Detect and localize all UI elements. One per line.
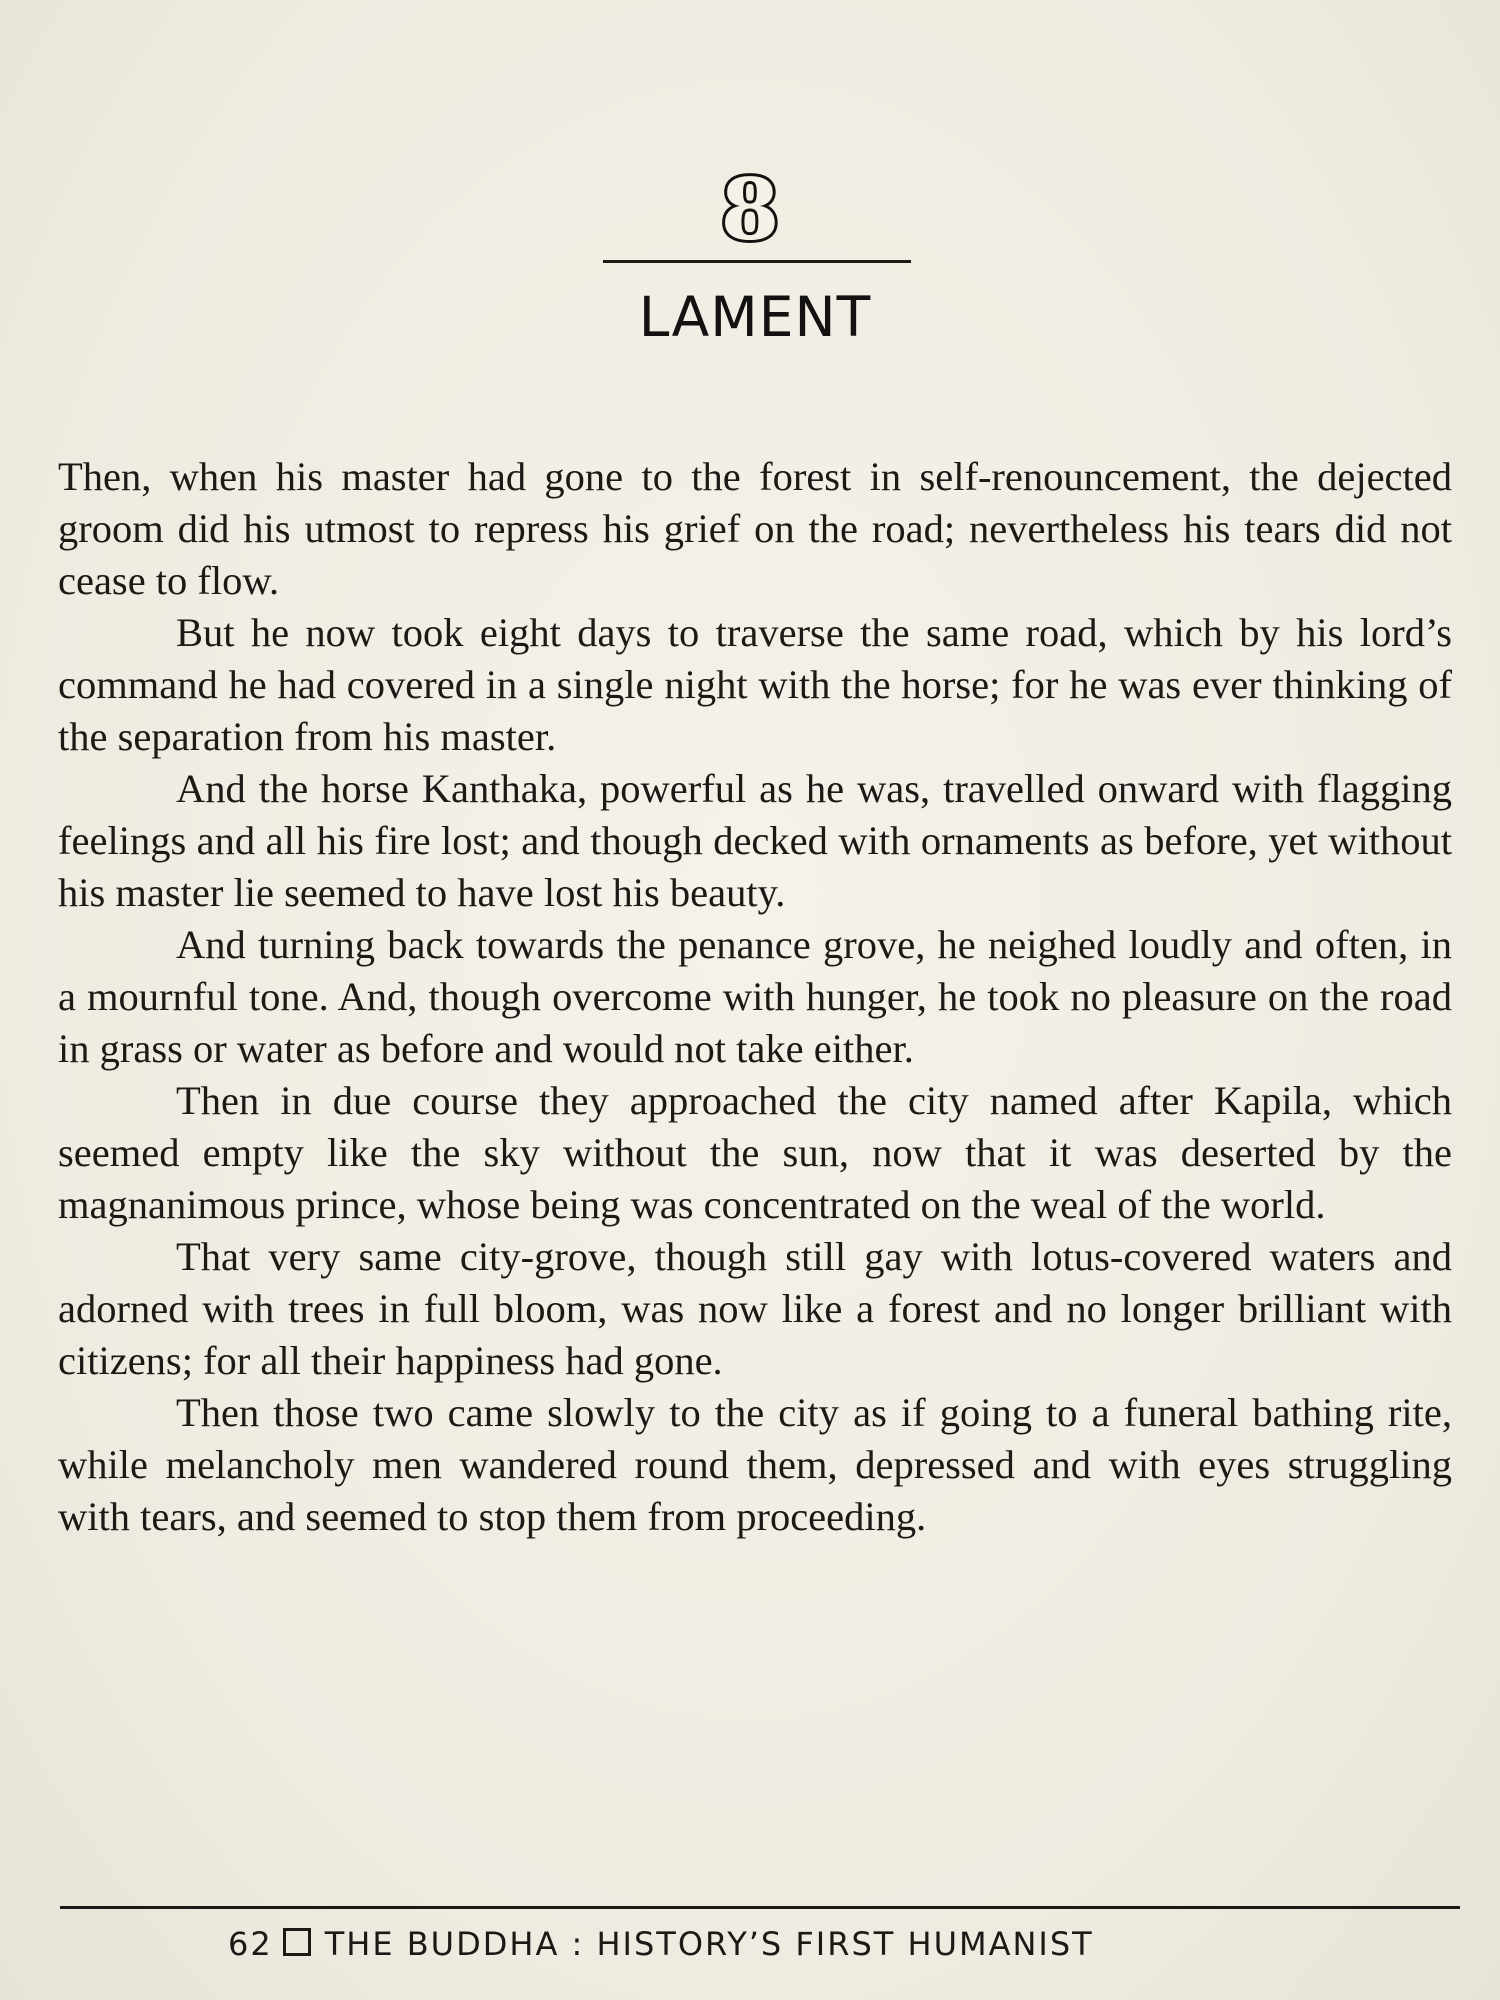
page-number: 62: [228, 1925, 273, 1963]
chapter-number: 8: [720, 160, 780, 259]
paragraph: That very same city-grove, though still gay with lotus-covered waters and adorned with trees in full bloom, was now like a forest and no longer brilliant with citizens; for all their happiness had gone.: [58, 1234, 1452, 1383]
book-title: THE BUDDHA : HISTORY’S FIRST HUMANIST: [324, 1925, 1094, 1963]
footer-divider: [60, 1906, 1460, 1909]
square-bullet-icon: [283, 1928, 311, 1956]
body-text: [58, 451, 1452, 1543]
chapter-title: LAMENT: [638, 285, 872, 349]
paragraph: And turning back towards the penance grove, he neighed loudly and often, in a mournful tone. And, though overcome with hunger, he took no pleasure on the road in grass or water as before and would not take either.: [58, 922, 1452, 1071]
running-footer: [228, 1922, 1094, 1966]
title-divider: [603, 260, 911, 263]
paragraph: But he now took eight days to traverse the same road, which by his lord’s command he had covered in a single night with the horse; for he was ever thinking of the separation from his master.: [58, 610, 1452, 759]
paragraph: And the horse Kanthaka, powerful as he was, travelled onward with flagging feelings and all his fire lost; and though decked with ornaments as before, yet without his master lie seemed to have lost his beauty.: [58, 766, 1452, 915]
paragraph: Then those two came slowly to the city as if going to a funeral bathing rite, while melancholy men wandered round them, depressed and with eyes struggling with tears, and seemed to stop them from proceeding.: [58, 1390, 1452, 1539]
paragraph: Then in due course they approached the city named after Kapila, which seemed empty like the sky without the sun, now that it was deserted by the magnanimous prince, whose being was concentrated on the weal of the world.: [58, 1078, 1452, 1227]
paragraph: Then, when his master had gone to the forest in self-renouncement, the dejected groom did his utmost to repress his grief on the road; nevertheless his tears did not cease to flow.: [58, 454, 1452, 603]
